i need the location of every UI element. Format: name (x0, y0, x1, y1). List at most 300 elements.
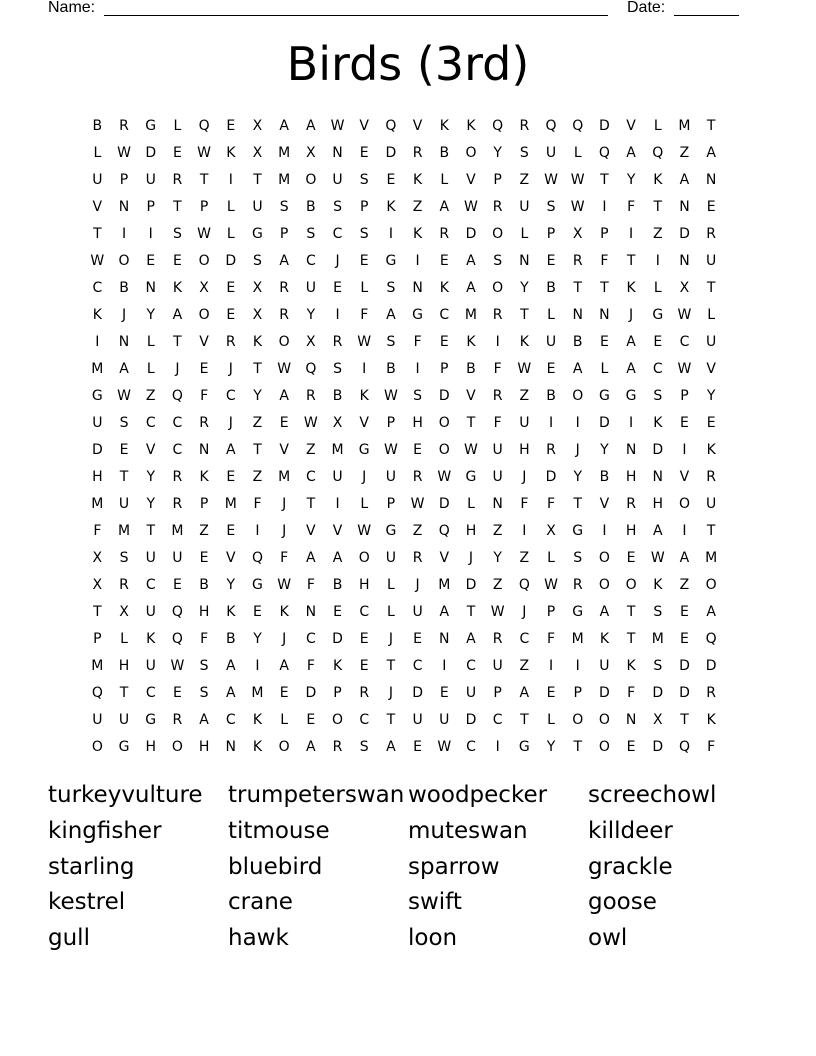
grid-letter: S (519, 145, 529, 161)
grid-letter: I (495, 334, 500, 350)
grid-letter: C (172, 442, 183, 458)
grid-letter: N (519, 253, 530, 269)
grid-letter: T (93, 226, 102, 242)
grid-letter: X (332, 415, 343, 431)
grid-letter: A (439, 604, 450, 620)
page-title: Birds (3rd) (286, 37, 530, 91)
grid-letter: F (520, 496, 529, 512)
grid-letter: O (358, 550, 370, 566)
grid-letter: R (492, 631, 503, 647)
grid-letter: O (118, 253, 130, 269)
grid-letter: E (706, 415, 716, 431)
grid-letter: B (306, 199, 316, 215)
grid-letter: L (573, 145, 582, 161)
grid-letter: P (546, 604, 556, 620)
grid-letter: K (439, 118, 449, 134)
grid-letter: D (599, 685, 610, 701)
grid-letter: I (495, 739, 500, 755)
grid-letter: J (522, 604, 527, 620)
grid-letter: L (93, 145, 102, 161)
letter-grid (84, 113, 725, 761)
grid-letter: M (278, 469, 291, 485)
word-list-item: sparrow (408, 853, 500, 880)
grid-letter: Y (493, 145, 502, 161)
grid-letter: E (546, 253, 556, 269)
word-list-item: goose (588, 889, 657, 916)
grid-letter: V (626, 118, 636, 134)
grid-letter: C (145, 685, 156, 701)
grid-letter: H (198, 739, 210, 755)
grid-letter: O (572, 712, 584, 728)
grid-letter: C (652, 361, 663, 377)
grid-letter: J (415, 577, 420, 593)
grid-letter: R (172, 712, 183, 728)
grid-letter: I (442, 658, 447, 674)
grid-letter: D (305, 685, 317, 701)
word-list-item: killdeer (588, 817, 673, 844)
grid-letter: U (332, 469, 343, 485)
grid-letter: T (706, 523, 716, 539)
grid-letter: O (598, 739, 610, 755)
grid-letter: K (146, 631, 156, 647)
grid-letter: J (228, 415, 233, 431)
grid-letter: T (146, 523, 155, 539)
grid-letter: E (279, 415, 289, 431)
grid-letter: Q (598, 145, 610, 161)
grid-letter: E (386, 172, 396, 188)
grid-letter: G (358, 442, 370, 458)
grid-letter: M (678, 118, 691, 134)
grid-letter: Y (573, 469, 582, 485)
grid-letter: W (677, 361, 692, 377)
grid-letter: L (360, 496, 369, 512)
grid-letter: V (466, 388, 476, 404)
grid-letter: H (145, 739, 156, 755)
word-list-item: turkeyvulture (48, 782, 203, 808)
grid-letter: M (278, 172, 291, 188)
grid-letter: D (332, 631, 343, 647)
grid-letter: M (91, 658, 104, 674)
grid-letter: D (438, 388, 450, 404)
grid-letter: A (466, 631, 476, 647)
grid-letter: R (305, 388, 316, 404)
grid-letter: U (145, 658, 156, 674)
word-list-item: hawk (228, 925, 289, 952)
grid-letter: F (600, 253, 609, 269)
grid-letter: A (572, 361, 583, 377)
grid-letter: U (439, 712, 450, 728)
grid-letter: U (599, 658, 610, 674)
grid-letter: U (305, 280, 316, 296)
grid-letter: L (440, 172, 449, 188)
grid-letter: A (652, 523, 663, 539)
grid-letter: G (385, 253, 397, 269)
grid-letter: V (279, 442, 289, 458)
grid-letter: N (118, 199, 130, 215)
grid-letter: A (519, 685, 530, 701)
grid-letter: K (626, 280, 636, 296)
grid-letter: S (546, 199, 556, 215)
grid-letter: Z (412, 523, 423, 539)
grid-letter: U (545, 145, 557, 161)
grid-letter: S (119, 550, 129, 566)
grid-letter: U (465, 685, 477, 701)
grid-letter: T (199, 172, 209, 188)
grid-letter: E (172, 577, 182, 593)
grid-letter: B (225, 631, 236, 647)
grid-letter: A (199, 712, 209, 728)
grid-letter: G (572, 523, 584, 539)
grid-letter: J (335, 253, 340, 269)
grid-letter: Z (679, 577, 690, 593)
grid-letter: Z (519, 550, 530, 566)
grid-letter: L (547, 307, 555, 323)
grid-letter: E (439, 253, 449, 269)
grid-letter: G (652, 307, 664, 323)
grid-letter: V (145, 442, 156, 458)
grid-letter: K (653, 577, 663, 593)
grid-letter: S (279, 199, 289, 215)
grid-letter: A (172, 307, 183, 323)
grid-letter: B (546, 388, 556, 404)
grid-letter: K (359, 388, 369, 404)
grid-letter: F (306, 658, 315, 674)
grid-letter: D (652, 739, 664, 755)
grid-letter: D (652, 442, 664, 458)
grid-letter: E (253, 604, 262, 620)
grid-letter: T (93, 604, 102, 620)
grid-letter: O (198, 307, 210, 323)
grid-letter: S (359, 739, 369, 755)
grid-letter: J (121, 307, 127, 323)
grid-letter: E (626, 739, 636, 755)
word-list-item: crane (228, 889, 293, 916)
grid-letter: D (438, 496, 450, 512)
grid-letter: E (172, 253, 182, 269)
grid-letter: I (362, 361, 367, 377)
grid-letter: T (386, 658, 396, 674)
grid-letter: V (439, 550, 450, 566)
grid-letter: L (707, 307, 716, 323)
grid-letter: J (575, 442, 580, 458)
grid-letter: D (545, 469, 557, 485)
grid-letter: I (335, 496, 340, 512)
grid-letter: G (118, 739, 130, 755)
grid-letter: D (599, 415, 610, 431)
grid-letter: T (626, 604, 636, 620)
grid-letter: R (172, 172, 183, 188)
grid-letter: A (599, 604, 610, 620)
grid-letter: O (198, 253, 210, 269)
grid-letter: L (146, 361, 155, 377)
grid-letter: F (493, 415, 502, 431)
grid-letter: Z (492, 523, 503, 539)
name-field[interactable] (104, 15, 608, 16)
grid-letter: T (253, 442, 262, 458)
word-list (48, 778, 768, 957)
grid-letter: Z (252, 415, 263, 431)
header (48, 0, 748, 20)
grid-letter: T (173, 334, 182, 350)
grid-letter: P (386, 496, 396, 512)
grid-letter: H (92, 469, 103, 485)
grid-letter: N (439, 631, 450, 647)
grid-letter: U (492, 442, 503, 458)
grid-letter: U (252, 199, 263, 215)
grid-letter: Q (91, 685, 103, 701)
grid-letter: I (95, 334, 100, 350)
grid-letter: N (652, 469, 664, 485)
grid-letter: L (146, 334, 155, 350)
grid-letter: O (492, 280, 504, 296)
grid-letter: D (91, 442, 103, 458)
grid-letter: J (629, 307, 634, 323)
grid-letter: R (572, 253, 583, 269)
grid-letter: D (225, 253, 237, 269)
grid-letter: Q (385, 118, 397, 134)
grid-letter: G (91, 388, 103, 404)
grid-letter: W (490, 604, 505, 620)
grid-letter: E (599, 334, 609, 350)
grid-letter: C (145, 577, 156, 593)
grid-letter: U (172, 550, 183, 566)
grid-letter: W (570, 172, 585, 188)
grid-letter: E (413, 442, 423, 458)
grid-letter: N (118, 334, 130, 350)
grid-letter: M (705, 550, 718, 566)
grid-letter: S (333, 199, 342, 215)
grid-letter: M (278, 145, 291, 161)
grid-letter: D (385, 145, 397, 161)
grid-letter: U (492, 658, 503, 674)
grid-letter: S (413, 388, 423, 404)
grid-letter: E (653, 334, 663, 350)
grid-letter: R (519, 118, 530, 134)
grid-letter: N (625, 442, 637, 458)
grid-letter: G (412, 307, 424, 323)
grid-letter: P (573, 685, 582, 701)
grid-letter: K (226, 145, 236, 161)
grid-letter: U (92, 415, 103, 431)
grid-letter: A (279, 658, 289, 674)
grid-letter: I (575, 415, 580, 431)
grid-letter: E (359, 253, 369, 269)
grid-letter: H (118, 658, 130, 674)
grid-letter: F (707, 739, 716, 755)
grid-letter: Z (652, 226, 663, 242)
grid-letter: U (118, 712, 130, 728)
grid-letter: P (199, 496, 209, 512)
grid-letter: C (145, 415, 156, 431)
grid-letter: K (413, 226, 423, 242)
grid-letter: Y (520, 280, 529, 296)
grid-letter: X (306, 145, 316, 161)
grid-letter: J (228, 361, 233, 377)
grid-letter: Y (600, 442, 609, 458)
grid-letter: S (306, 226, 316, 242)
grid-letter: V (332, 523, 343, 539)
date-field[interactable] (674, 15, 739, 16)
grid-letter: W (330, 118, 345, 134)
grid-letter: S (386, 280, 396, 296)
grid-letter: I (148, 226, 153, 242)
word-list-item: owl (588, 925, 628, 952)
grid-letter: R (225, 334, 236, 350)
grid-letter: H (465, 523, 477, 539)
grid-letter: N (625, 712, 637, 728)
grid-letter: P (546, 226, 556, 242)
grid-letter: Y (146, 307, 155, 323)
grid-letter: O (278, 334, 290, 350)
grid-letter: Y (626, 172, 636, 188)
grid-letter: R (706, 226, 717, 242)
word-list-item: loon (408, 925, 458, 952)
grid-letter: O (625, 577, 637, 593)
grid-letter: R (119, 118, 129, 134)
grid-letter: D (465, 226, 477, 242)
grid-letter: X (252, 145, 263, 161)
grid-letter: W (357, 523, 372, 539)
grid-letter: N (198, 442, 210, 458)
grid-letter: X (252, 307, 263, 323)
grid-letter: A (386, 739, 396, 755)
grid-letter: Q (438, 523, 450, 539)
grid-letter: I (548, 415, 554, 431)
grid-letter: M (651, 631, 664, 647)
grid-letter: Y (146, 469, 155, 485)
grid-letter: R (412, 550, 423, 566)
grid-letter: A (626, 361, 636, 377)
grid-letter: X (119, 604, 129, 620)
grid-letter: R (572, 577, 583, 593)
grid-letter: Q (198, 118, 210, 134)
grid-letter: W (383, 388, 398, 404)
grid-letter: N (332, 145, 343, 161)
grid-letter: L (387, 604, 395, 620)
grid-letter: R (359, 685, 370, 701)
grid-letter: U (706, 496, 717, 512)
grid-letter: A (279, 118, 289, 134)
grid-letter: A (466, 280, 476, 296)
grid-letter: T (573, 496, 582, 512)
grid-letter: O (465, 145, 477, 161)
grid-letter: V (225, 550, 236, 566)
grid-letter: G (572, 604, 584, 620)
grid-letter: E (706, 199, 716, 215)
grid-letter: C (305, 469, 316, 485)
word-list-item: screechowl (588, 782, 717, 808)
grid-letter: K (386, 199, 396, 215)
grid-letter: U (385, 469, 397, 485)
grid-letter: P (680, 388, 689, 404)
grid-letter: Z (252, 469, 263, 485)
grid-letter: X (199, 280, 209, 296)
grid-letter: C (359, 712, 370, 728)
grid-letter: V (599, 496, 610, 512)
grid-letter: Q (251, 550, 263, 566)
grid-letter: S (653, 388, 663, 404)
grid-letter: W (437, 739, 452, 755)
grid-letter: Y (146, 496, 155, 512)
grid-letter: O (492, 226, 504, 242)
grid-letter: X (652, 712, 663, 728)
grid-letter: B (386, 361, 396, 377)
grid-letter: K (172, 280, 182, 296)
grid-letter: E (359, 145, 369, 161)
grid-letter: W (464, 199, 478, 215)
grid-letter: W (517, 361, 532, 377)
grid-letter: V (359, 415, 369, 431)
grid-letter: J (362, 469, 367, 485)
grid-letter: E (359, 631, 369, 647)
grid-letter: C (412, 658, 423, 674)
grid-letter: J (388, 685, 393, 701)
grid-letter: G (465, 469, 477, 485)
grid-letter: I (335, 307, 340, 323)
grid-letter: T (520, 307, 529, 323)
grid-letter: X (92, 577, 103, 593)
grid-letter: L (520, 226, 529, 242)
grid-letter: S (359, 226, 369, 242)
grid-letter: Q (545, 118, 557, 134)
grid-letter: O (91, 739, 103, 755)
grid-letter: I (415, 253, 420, 269)
grid-letter: K (466, 334, 476, 350)
grid-letter: H (625, 523, 637, 539)
grid-letter: F (93, 523, 102, 539)
grid-letter: D (465, 577, 477, 593)
grid-letter: C (466, 739, 476, 755)
grid-letter: I (228, 172, 233, 188)
word-list-item: kestrel (48, 889, 126, 916)
grid-letter: C (225, 712, 236, 728)
word-list-item: titmouse (228, 817, 330, 844)
grid-letter: O (171, 739, 183, 755)
grid-letter: M (438, 577, 451, 593)
grid-letter: Q (705, 631, 717, 647)
grid-letter: U (92, 712, 103, 728)
grid-letter: E (199, 361, 209, 377)
grid-letter: C (492, 712, 503, 728)
grid-letter: U (706, 253, 717, 269)
grid-letter: E (172, 685, 182, 701)
grid-letter: T (600, 172, 609, 188)
grid-letter: K (466, 118, 476, 134)
grid-letter: Y (226, 577, 236, 593)
grid-letter: T (173, 199, 182, 215)
grid-letter: A (279, 253, 289, 269)
grid-letter: K (653, 415, 663, 431)
grid-letter: K (653, 172, 663, 188)
grid-letter: K (226, 604, 236, 620)
grid-letter: T (653, 199, 663, 215)
grid-letter: C (359, 604, 370, 620)
grid-letter: A (386, 307, 396, 323)
grid-letter: P (333, 685, 342, 701)
grid-letter: N (412, 280, 423, 296)
grid-letter: Z (679, 145, 690, 161)
grid-letter: E (226, 280, 236, 296)
grid-letter: X (252, 118, 263, 134)
grid-letter: W (170, 658, 185, 674)
grid-letter: Z (145, 388, 156, 404)
grid-letter: C (439, 307, 450, 323)
grid-letter: G (145, 118, 157, 134)
grid-letter: R (412, 469, 423, 485)
grid-letter: J (282, 496, 287, 512)
grid-letter: E (226, 523, 236, 539)
grid-letter: S (653, 604, 663, 620)
